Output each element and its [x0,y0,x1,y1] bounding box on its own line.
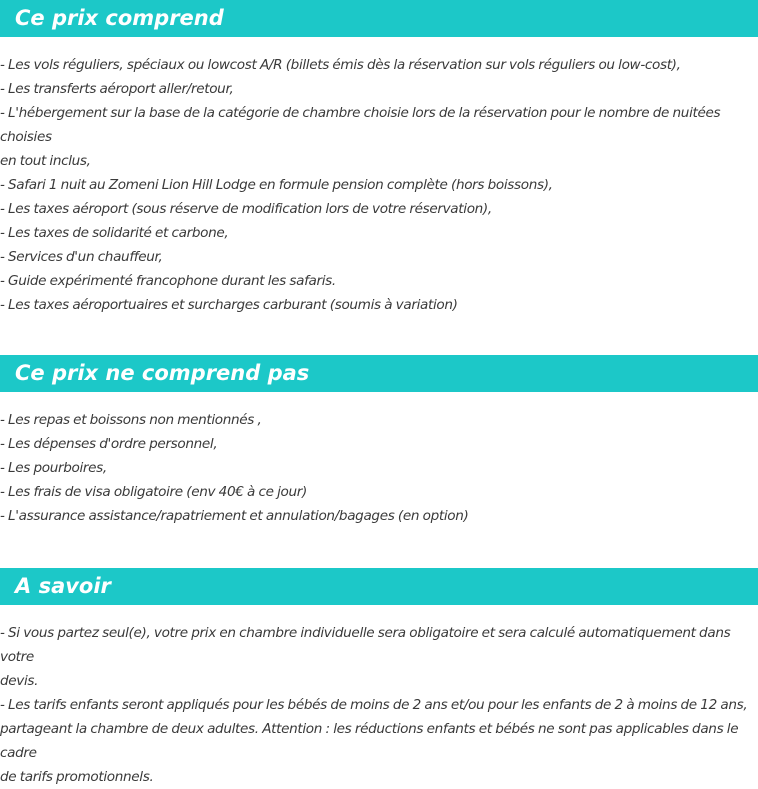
list-item: - Safari 1 nuit au Zomeni Lion Hill Lodge en formule pension complète (hors boissons), [0,177,553,193]
list-item: - Les pourboires, [0,460,107,476]
list-item: de tarifs promotionnels. [0,769,154,785]
list-item: - Les vols réguliers, spéciaux ou lowcost A/R (billets émis dès la réservation sur vols réguliers ou low-cost), [0,57,681,73]
list-item: - Les taxes aéroport (sous réserve de modification lors de votre réservation), [0,201,492,217]
list-item: - Les taxes de solidarité et carbone, [0,225,229,241]
section-body-included [0,37,758,317]
list-item: partageant la chambre de deux adultes. Attention : les réductions enfants et bébés ne sont pas applicables dans le cadre [0,721,739,761]
section-included [0,0,758,317]
list-item: devis. [0,673,39,689]
list-item: - Guide expérimenté francophone durant les safaris. [0,273,336,289]
list-item: - Les tarifs enfants seront appliqués pour les bébés de moins de 2 ans et/ou pour les enfants de 2 à moins de 12 ans, [0,697,748,713]
list-item: - Services d'un chauffeur, [0,249,163,265]
list-item: en tout inclus, [0,153,91,169]
section-not-included [0,355,758,528]
list-item: - Les frais de visa obligatoire (env 40€ à ce jour) [0,484,307,500]
section-title-good-to-know: A savoir [15,574,111,598]
list-item: - Si vous partez seul(e), votre prix en chambre individuelle sera obligatoire et sera calculé automatiquement dans votre [0,625,731,665]
section-spacer [0,528,758,568]
section-body-good-to-know [0,605,758,789]
list-item: - Les repas et boissons non mentionnés , [0,412,262,428]
section-spacer [0,317,758,355]
list-item: - L'hébergement sur la base de la catégorie de chambre choisie lors de la réservation pour le nombre de nuitées choisies [0,105,721,145]
section-header-not-included [0,355,758,392]
list-item: - Les dépenses d'ordre personnel, [0,436,218,452]
section-header-good-to-know [0,568,758,605]
list-item: - Les transferts aéroport aller/retour, [0,81,234,97]
list-item: - Les taxes aéroportuaires et surcharges carburant (soumis à variation) [0,297,458,313]
section-title-not-included: Ce prix ne comprend pas [15,361,310,385]
section-title-included: Ce prix comprend [15,6,224,30]
list-item: - L'assurance assistance/rapatriement et annulation/bagages (en option) [0,508,469,524]
section-good-to-know [0,568,758,789]
section-body-not-included [0,392,758,528]
section-header-included [0,0,758,37]
